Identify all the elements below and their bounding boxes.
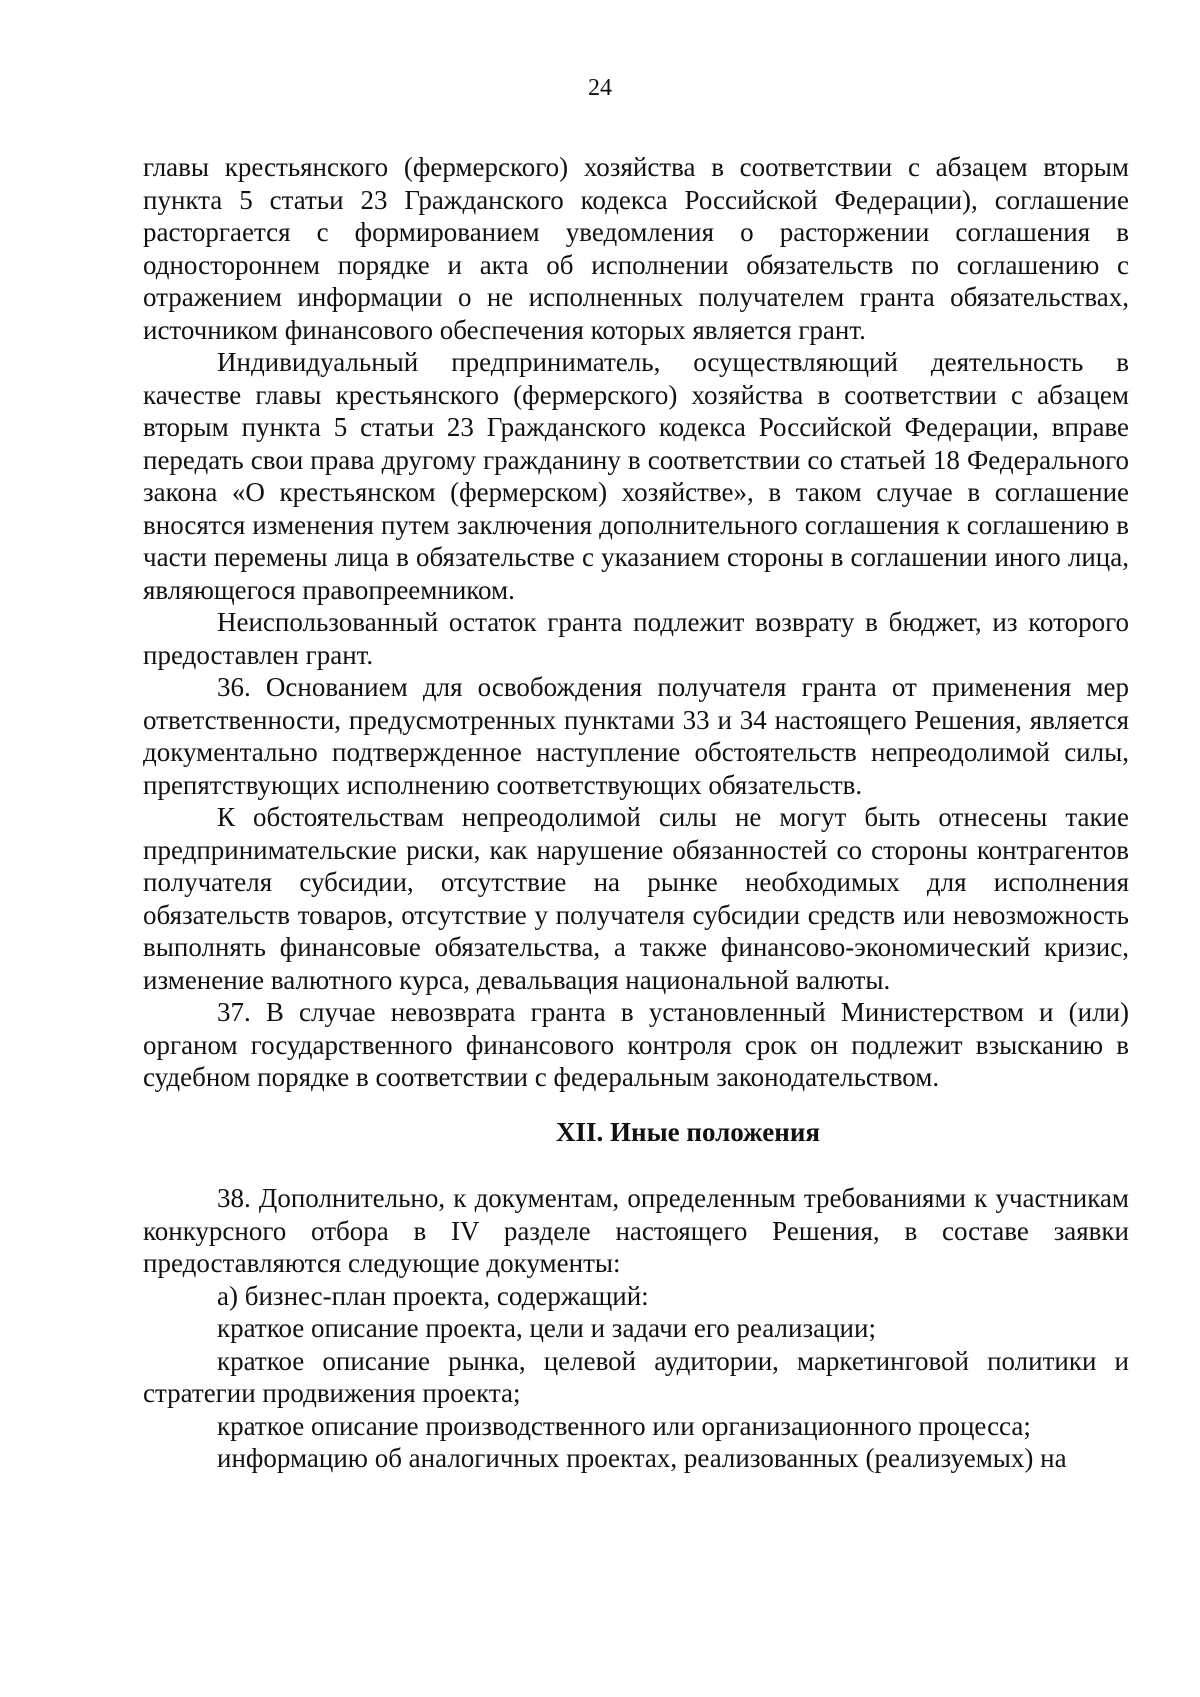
paragraph: Индивидуальный предприниматель, осуществляющий деятельность в качестве главы крестьянского (фермерского) хозяйства в соответствии с абзацем вторым пункта 5 статьи 23 Гражданского кодекса Российской Федерации, вправе передать свои права другому гражданину в соответствии со статьей 18 Федерального закона «О крестьянском (фермерском) хозяйстве», в таком случае в соглашение вносятся изменения путем заключения дополнительного соглашения к соглашению в части перемены лица в обязательстве с указанием стороны в соглашении иного лица, являющегося правопреемником. [143,347,1129,605]
paragraph: Неиспользованный остаток гранта подлежит возврату в бюджет, из которого предоставлен грант. [143,607,1129,670]
paragraph: краткое описание проекта, цели и задачи его реализации; [217,1313,876,1343]
paragraph: 36. Основанием для освобождения получателя гранта от применения мер ответственности, предусмотренных пунктами 33 и 34 настоящего Решения, является документально подтвержденное наступление обстоятельств непреодолимой силы, препятствующих исполнению соответствующих обязательств. [143,672,1129,800]
paragraph: главы крестьянского (фермерского) хозяйства в соответствии с абзацем вторым пункта 5 статьи 23 Гражданского кодекса Российской Федерации), соглашение расторгается с формированием уведомления о расторжении соглашения в одностороннем порядке и акта об исполнении обязательств по соглашению с отражением информации о не исполненных получателем гранта обязательствах, источником финансового обеспечения которых является грант. [143,152,1129,345]
paragraph: информацию об аналогичных проектах, реализованных (реализуемых) на [217,1443,1067,1473]
document-body [143,151,1129,1475]
paragraph: а) бизнес-план проекта, содержащий: [217,1280,649,1311]
paragraph: краткое описание рынка, целевой аудитории, маркетинговой политики и стратегии продвижения проекта; [143,1345,1129,1408]
paragraphs-after-heading [143,1182,1129,1475]
section-heading: XII. Иные положения [556,1116,820,1147]
page-number: 24 [588,75,612,101]
paragraph: краткое описание производственного или организационного процесса; [217,1410,1031,1441]
paragraphs-before-heading [143,151,1129,1094]
paragraph: 37. В случае невозврата гранта в установленный Министерством и (или) органом государственного финансового контроля срок он подлежит взысканию в судебном порядке в соответствии с федеральным законодательством. [143,997,1129,1092]
paragraph: К обстоятельствам непреодолимой силы не могут быть отнесены такие предпринимательские риски, как нарушение обязанностей со стороны контрагентов получателя субсидии, отсутствие на рынке необходимых для исполнения обязательств товаров, отсутствие у получателя субсидии средств или невозможность выполнять финансовые обязательства, а также финансово-экономический кризис, изменение валютного курса, девальвация национальной валюты. [143,802,1129,995]
paragraph: 38. Дополнительно, к документам, определенным требованиями к участникам конкурсного отбора в IV разделе настоящего Решения, в составе заявки предоставляются следующие документы: [143,1183,1129,1278]
